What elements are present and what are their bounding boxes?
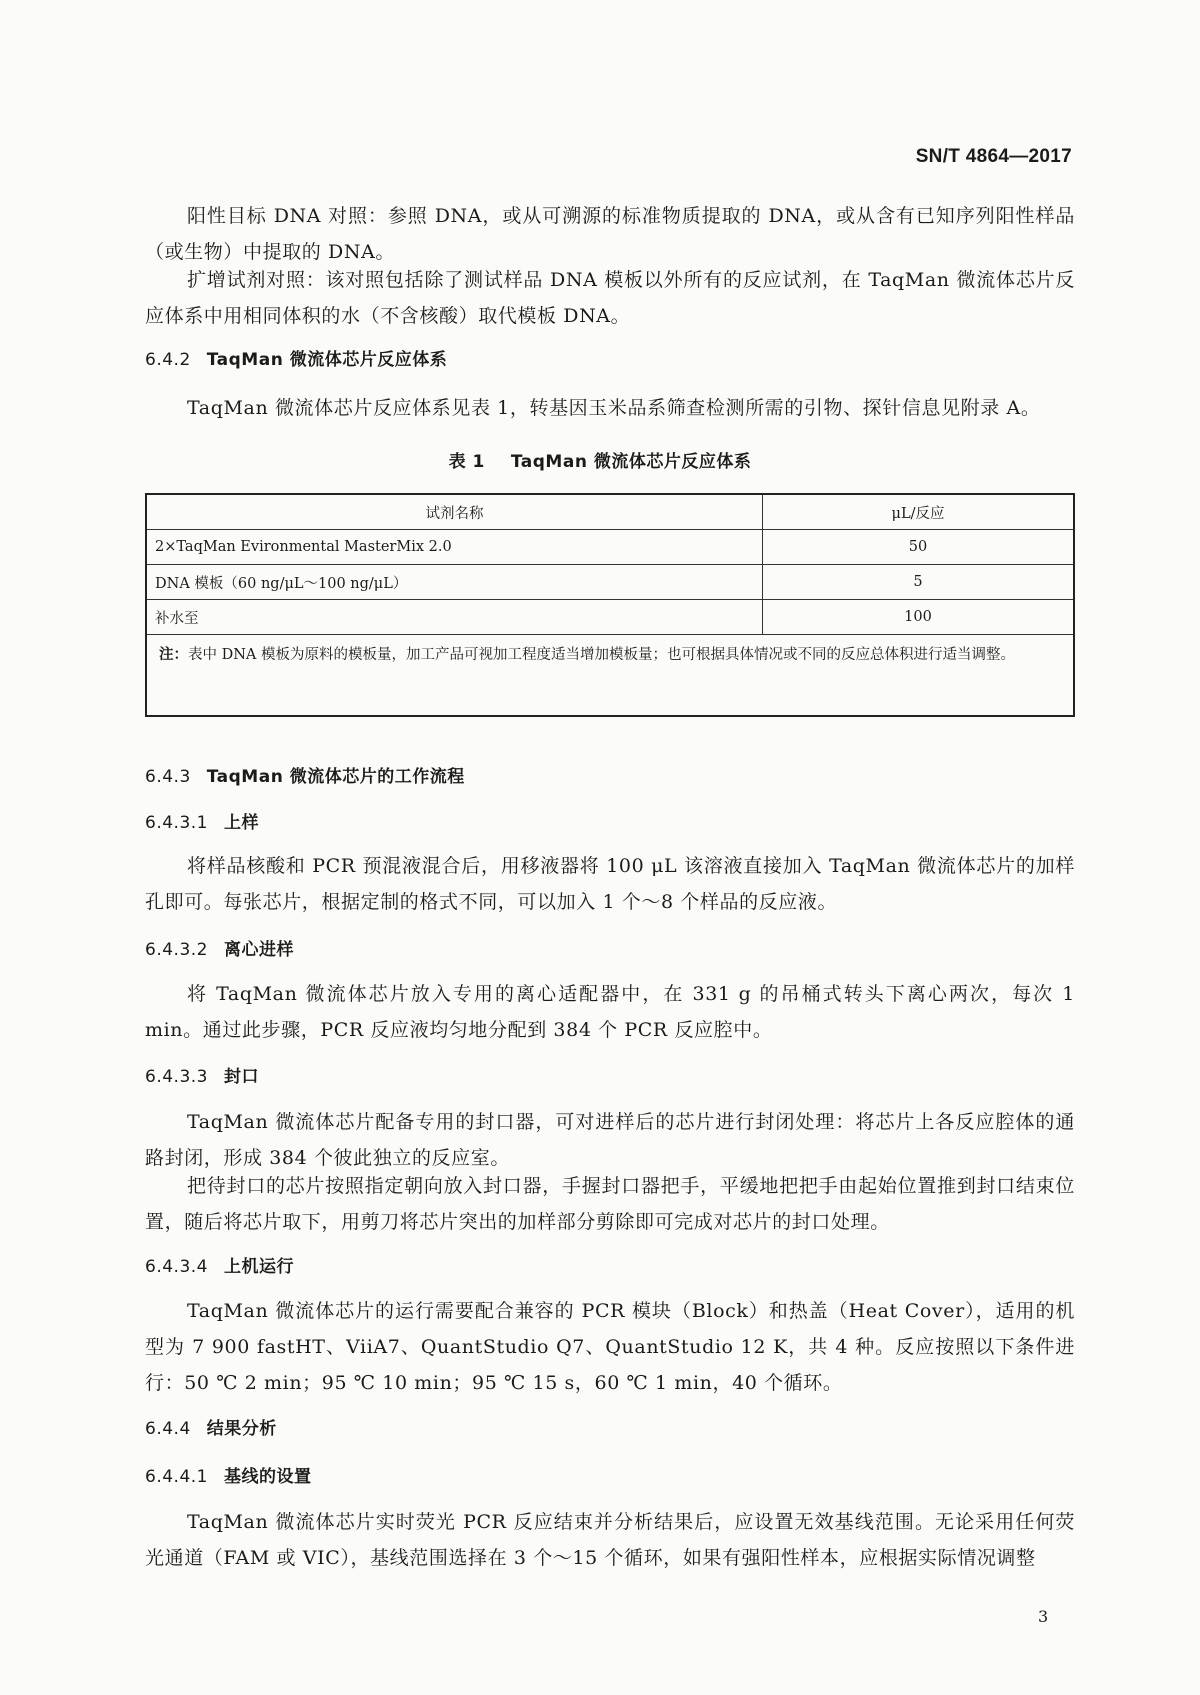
heading-6-4-4 (145, 1414, 277, 1439)
paragraph-reaction-system: TaqMan 微流体芯片反应体系见表 1，转基因玉米品系筛查检测所需的引物、探针信息见附录 A。 (187, 397, 1041, 419)
table-caption (0, 447, 1200, 472)
heading-title: 上机运行 (223, 1257, 294, 1277)
heading-title: 封口 (223, 1067, 259, 1087)
table-header-row (146, 494, 1074, 530)
heading-number: 6.4.2 (145, 350, 191, 370)
paragraph-centrifuge: 将 TaqMan 微流体芯片放入专用的离心适配器中，在 331 g 的吊桶式转头下离心两次，每次 1 min。通过此步骤，PCR 反应液均匀地分配到 384 个 PCR 反应腔中。 (145, 983, 1075, 1041)
heading-6-4-3-1 (145, 808, 259, 833)
heading-number: 6.4.3.4 (145, 1257, 208, 1277)
heading-6-4-2 (145, 345, 447, 370)
reagent-volume-cell: 100 (763, 600, 1075, 635)
note-label: 注： (159, 646, 188, 663)
reagent-volume-cell: 50 (763, 530, 1075, 565)
heading-title: 结果分析 (206, 1419, 277, 1439)
reagent-name-cell: DNA 模板（60 ng/μL～100 ng/μL） (146, 565, 763, 600)
reagent-table (145, 493, 1075, 717)
paragraph-sealer: TaqMan 微流体芯片配备专用的封口器，可对进样后的芯片进行封闭处理：将芯片上各反应腔体的通路封闭，形成 384 个彼此独立的反应室。 (145, 1111, 1075, 1169)
paragraph-sealing-steps: 把待封口的芯片按照指定朝向放入封口器，手握封口器把手，平缓地把把手由起始位置推到封口结束位置，随后将芯片取下，用剪刀将芯片突出的加样部分剪除即可完成对芯片的封口处理。 (145, 1175, 1075, 1233)
heading-number: 6.4.3.2 (145, 940, 208, 960)
note-text: 表中 DNA 模板为原料的模板量，加工产品可视加工程度适当增加模板量；也可根据具体情况或不同的反应总体积进行适当调整。 (188, 647, 1015, 663)
heading-number: 6.4.3.3 (145, 1067, 208, 1087)
heading-title: 上样 (223, 813, 259, 833)
standard-code: SN/T 4864—2017 (915, 146, 1072, 167)
table-row (146, 565, 1074, 600)
reagent-name-cell: 补水至 (146, 600, 763, 635)
table-caption-title: TaqMan 微流体芯片反应体系 (510, 452, 752, 472)
table-row (146, 530, 1074, 565)
table-note-row (146, 635, 1074, 717)
paragraph-baseline: TaqMan 微流体芯片实时荧光 PCR 反应结束并分析结果后，应设置无效基线范围。无论采用任何荧光通道（FAM 或 VIC），基线范围选择在 3 个～15 个循环，如果有强阳性样本，应根据实际情况调整 (145, 1511, 1075, 1569)
paragraph-running: TaqMan 微流体芯片的运行需要配合兼容的 PCR 模块（Block）和热盖（Heat Cover），适用的机型为 7 900 fastHT、ViiA7、QuantStudio Q7、QuantStudio 12 K，共 4 种。反应按照以下条件进行：50 ℃ 2 min；95 ℃ 10 min；95 ℃ 15 s，60 ℃ 1 min，40 个循环。 (145, 1300, 1075, 1394)
heading-title: TaqMan 微流体芯片反应体系 (206, 350, 448, 370)
heading-number: 6.4.4 (145, 1419, 191, 1439)
paragraph-loading: 将样品核酸和 PCR 预混液混合后，用移液器将 100 μL 该溶液直接加入 TaqMan 微流体芯片的加样孔即可。每张芯片，根据定制的格式不同，可以加入 1 个～8 个样品的反应液。 (145, 855, 1075, 913)
reagent-name-cell: 2×TaqMan Evironmental MasterMix 2.0 (146, 530, 763, 565)
table-caption-number: 表 1 (448, 452, 485, 472)
heading-title: 离心进样 (223, 940, 294, 960)
page-number: 3 (1038, 1607, 1049, 1626)
table-note (146, 635, 1074, 717)
heading-number: 6.4.3.1 (145, 813, 208, 833)
column-header-reagent: 试剂名称 (146, 494, 763, 530)
heading-number: 6.4.3 (145, 767, 191, 787)
paragraph-reagent-control: 扩增试剂对照：该对照包括除了测试样品 DNA 模板以外所有的反应试剂，在 TaqMan 微流体芯片反应体系中用相同体积的水（不含核酸）取代模板 DNA。 (145, 269, 1075, 327)
heading-title: TaqMan 微流体芯片的工作流程 (206, 767, 465, 787)
heading-6-4-3-3 (145, 1062, 259, 1087)
column-header-volume: μL/反应 (763, 494, 1075, 530)
heading-number: 6.4.4.1 (145, 1467, 208, 1487)
heading-6-4-3-2 (145, 935, 294, 960)
reagent-volume-cell: 5 (763, 565, 1075, 600)
heading-6-4-3-4 (145, 1252, 294, 1277)
heading-6-4-3 (145, 762, 465, 787)
heading-6-4-4-1 (145, 1462, 311, 1487)
table-row (146, 600, 1074, 635)
paragraph-positive-control: 阳性目标 DNA 对照：参照 DNA，或从可溯源的标准物质提取的 DNA，或从含有已知序列阳性样品（或生物）中提取的 DNA。 (145, 205, 1075, 263)
heading-title: 基线的设置 (223, 1467, 312, 1487)
